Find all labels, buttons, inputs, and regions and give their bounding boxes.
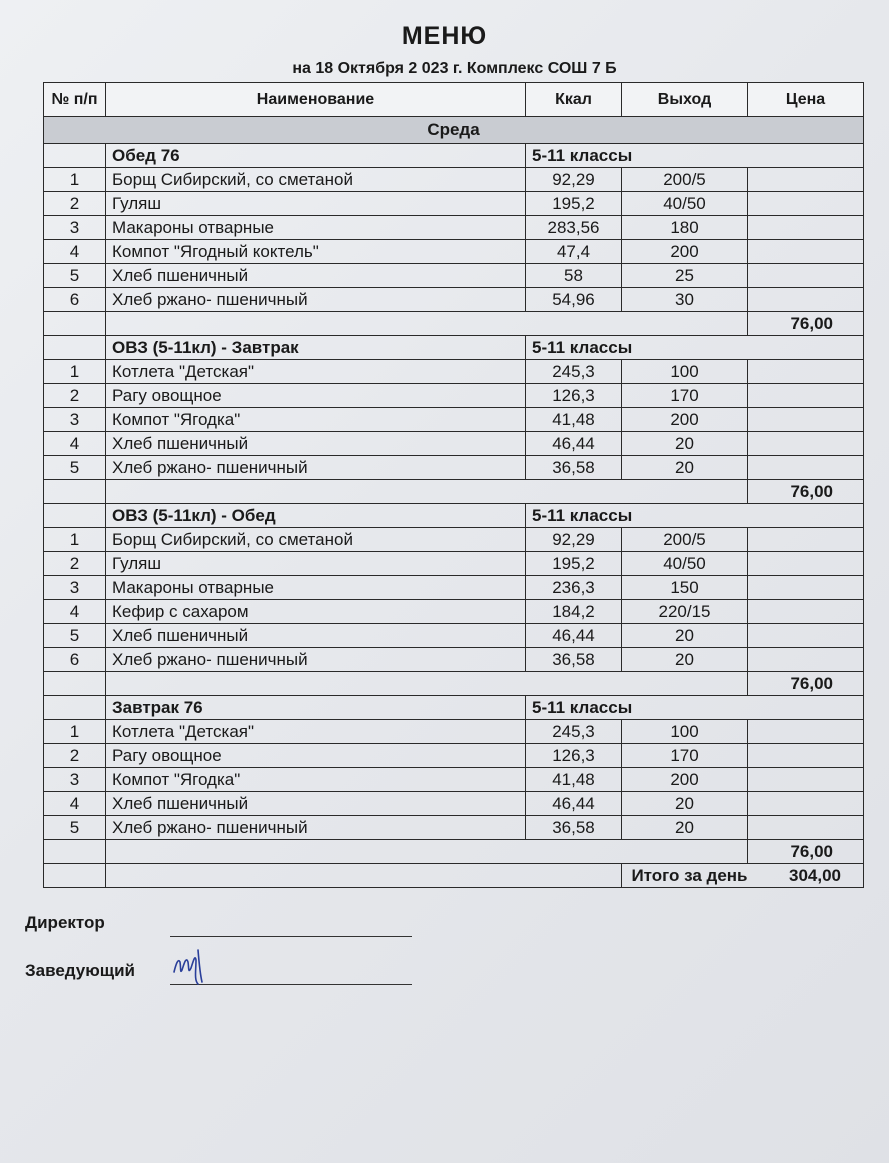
item-kcal: 92,29 [526,528,622,552]
table-row [44,168,864,192]
item-kcal: 46,44 [526,792,622,816]
item-output: 25 [622,264,748,288]
item-kcal: 36,58 [526,648,622,672]
section-total-price: 76,00 [748,312,864,336]
item-price [748,816,864,840]
item-number: 3 [44,768,106,792]
item-kcal: 41,48 [526,408,622,432]
section-grade: 5-11 классы [526,144,864,168]
item-number: 5 [44,456,106,480]
day-total-value: 304,00 [748,864,864,888]
table-row [44,192,864,216]
item-price [748,240,864,264]
item-price [748,168,864,192]
item-price [748,744,864,768]
item-name: Борщ Сибирский, со сметаной [106,168,526,192]
col-header-output: Выход [622,83,748,117]
item-output: 100 [622,720,748,744]
item-number: 1 [44,528,106,552]
item-name: Борщ Сибирский, со сметаной [106,528,526,552]
table-row [44,408,864,432]
item-kcal: 126,3 [526,744,622,768]
item-price [748,600,864,624]
table-row [44,216,864,240]
col-header-kcal: Ккал [526,83,622,117]
table-row [44,432,864,456]
item-output: 20 [622,792,748,816]
section-header-row [44,144,864,168]
item-name: Хлеб пшеничный [106,624,526,648]
item-name: Хлеб ржано- пшеничный [106,648,526,672]
item-price [748,360,864,384]
item-number: 2 [44,744,106,768]
item-name: Макароны отварные [106,576,526,600]
section-name: Завтрак 76 [106,696,526,720]
table-row [44,624,864,648]
item-number: 1 [44,360,106,384]
item-price [748,576,864,600]
section-total-row [44,312,864,336]
item-name: Рагу овощное [106,744,526,768]
item-output: 200 [622,240,748,264]
day-total-label: Итого за день [622,864,748,888]
section-grade: 5-11 классы [526,504,864,528]
item-kcal: 58 [526,264,622,288]
item-number: 4 [44,792,106,816]
item-kcal: 245,3 [526,720,622,744]
total-empty-cell [106,864,622,888]
section-total-price: 76,00 [748,480,864,504]
total-empty-cell [106,672,748,696]
section-num-cell [44,696,106,720]
item-output: 20 [622,432,748,456]
table-row [44,648,864,672]
total-empty-cell [106,480,748,504]
item-kcal: 41,48 [526,768,622,792]
col-header-num: № п/п [44,83,106,117]
item-kcal: 195,2 [526,192,622,216]
item-price [748,408,864,432]
item-price [748,528,864,552]
total-empty-cell [44,864,106,888]
section-header-row [44,696,864,720]
item-output: 170 [622,384,748,408]
item-price [748,456,864,480]
item-name: Гуляш [106,192,526,216]
col-header-price: Цена [748,83,864,117]
item-number: 1 [44,168,106,192]
item-output: 20 [622,624,748,648]
table-row [44,240,864,264]
item-price [748,192,864,216]
item-output: 170 [622,744,748,768]
item-kcal: 36,58 [526,816,622,840]
item-number: 4 [44,432,106,456]
item-number: 2 [44,192,106,216]
table-row [44,600,864,624]
day-total-row [44,864,864,888]
item-output: 180 [622,216,748,240]
item-number: 5 [44,264,106,288]
item-number: 5 [44,816,106,840]
item-number: 6 [44,288,106,312]
item-name: Кефир с сахаром [106,600,526,624]
item-kcal: 36,58 [526,456,622,480]
item-number: 3 [44,408,106,432]
item-kcal: 184,2 [526,600,622,624]
item-output: 20 [622,648,748,672]
table-row [44,816,864,840]
item-output: 20 [622,816,748,840]
section-num-cell [44,144,106,168]
table-row [44,792,864,816]
item-kcal: 245,3 [526,360,622,384]
item-kcal: 46,44 [526,432,622,456]
item-number: 1 [44,720,106,744]
total-empty-cell [44,672,106,696]
item-price [748,768,864,792]
item-name: Компот "Ягодный коктель" [106,240,526,264]
page-title: МЕНЮ [401,22,488,50]
item-output: 220/15 [622,600,748,624]
section-total-row [44,672,864,696]
item-price [748,792,864,816]
item-kcal: 195,2 [526,552,622,576]
item-price [748,648,864,672]
director-signature-line [170,936,412,937]
item-kcal: 92,29 [526,168,622,192]
table-row [44,360,864,384]
item-number: 4 [44,240,106,264]
item-kcal: 54,96 [526,288,622,312]
table-row [44,384,864,408]
col-header-name: Наименование [106,83,526,117]
item-number: 3 [44,576,106,600]
section-name: ОВЗ (5-11кл) - Обед [106,504,526,528]
day-label: Среда [44,117,864,144]
item-name: Котлета "Детская" [106,360,526,384]
item-kcal: 236,3 [526,576,622,600]
table-row [44,528,864,552]
table-row [44,456,864,480]
item-name: Хлеб ржано- пшеничный [106,288,526,312]
handwritten-signature [168,940,228,990]
table-header-row [44,83,864,117]
section-name: ОВЗ (5-11кл) - Завтрак [106,336,526,360]
item-number: 5 [44,624,106,648]
item-output: 200 [622,408,748,432]
item-name: Рагу овощное [106,384,526,408]
item-name: Хлеб пшеничный [106,264,526,288]
table-row [44,288,864,312]
item-name: Макароны отварные [106,216,526,240]
menu-table [43,82,864,888]
total-empty-cell [44,840,106,864]
item-output: 100 [622,360,748,384]
item-name: Гуляш [106,552,526,576]
table-row [44,576,864,600]
table-row [44,768,864,792]
item-number: 3 [44,216,106,240]
item-output: 200/5 [622,168,748,192]
item-name: Хлеб ржано- пшеничный [106,816,526,840]
item-price [748,288,864,312]
item-price [748,552,864,576]
table-row [44,552,864,576]
page-subtitle: на 18 Октября 2 023 г. Комплекс СОШ 7 Б [292,60,617,77]
day-row [44,117,864,144]
item-price [748,624,864,648]
total-empty-cell [106,312,748,336]
table-row [44,264,864,288]
item-output: 40/50 [622,552,748,576]
section-header-row [44,336,864,360]
section-total-row [44,480,864,504]
item-price [748,384,864,408]
item-name: Котлета "Детская" [106,720,526,744]
item-number: 4 [44,600,106,624]
section-total-price: 76,00 [748,840,864,864]
item-name: Компот "Ягодка" [106,768,526,792]
item-output: 30 [622,288,748,312]
item-output: 20 [622,456,748,480]
item-price [748,216,864,240]
item-kcal: 283,56 [526,216,622,240]
item-number: 2 [44,384,106,408]
item-number: 6 [44,648,106,672]
item-output: 200/5 [622,528,748,552]
table-row [44,744,864,768]
section-total-row [44,840,864,864]
manager-label: Заведующий [25,961,136,980]
director-label: Директор [25,913,105,932]
item-name: Компот "Ягодка" [106,408,526,432]
item-price [748,264,864,288]
item-output: 150 [622,576,748,600]
section-grade: 5-11 классы [526,696,864,720]
item-price [748,720,864,744]
total-empty-cell [44,480,106,504]
item-name: Хлеб пшеничный [106,792,526,816]
item-kcal: 46,44 [526,624,622,648]
section-num-cell [44,504,106,528]
total-empty-cell [44,312,106,336]
item-number: 2 [44,552,106,576]
item-name: Хлеб ржано- пшеничный [106,456,526,480]
section-total-price: 76,00 [748,672,864,696]
item-output: 40/50 [622,192,748,216]
section-num-cell [44,336,106,360]
section-name: Обед 76 [106,144,526,168]
item-price [748,432,864,456]
table-row [44,720,864,744]
section-header-row [44,504,864,528]
total-empty-cell [106,840,748,864]
item-output: 200 [622,768,748,792]
item-kcal: 126,3 [526,384,622,408]
item-name: Хлеб пшеничный [106,432,526,456]
item-kcal: 47,4 [526,240,622,264]
section-grade: 5-11 классы [526,336,864,360]
